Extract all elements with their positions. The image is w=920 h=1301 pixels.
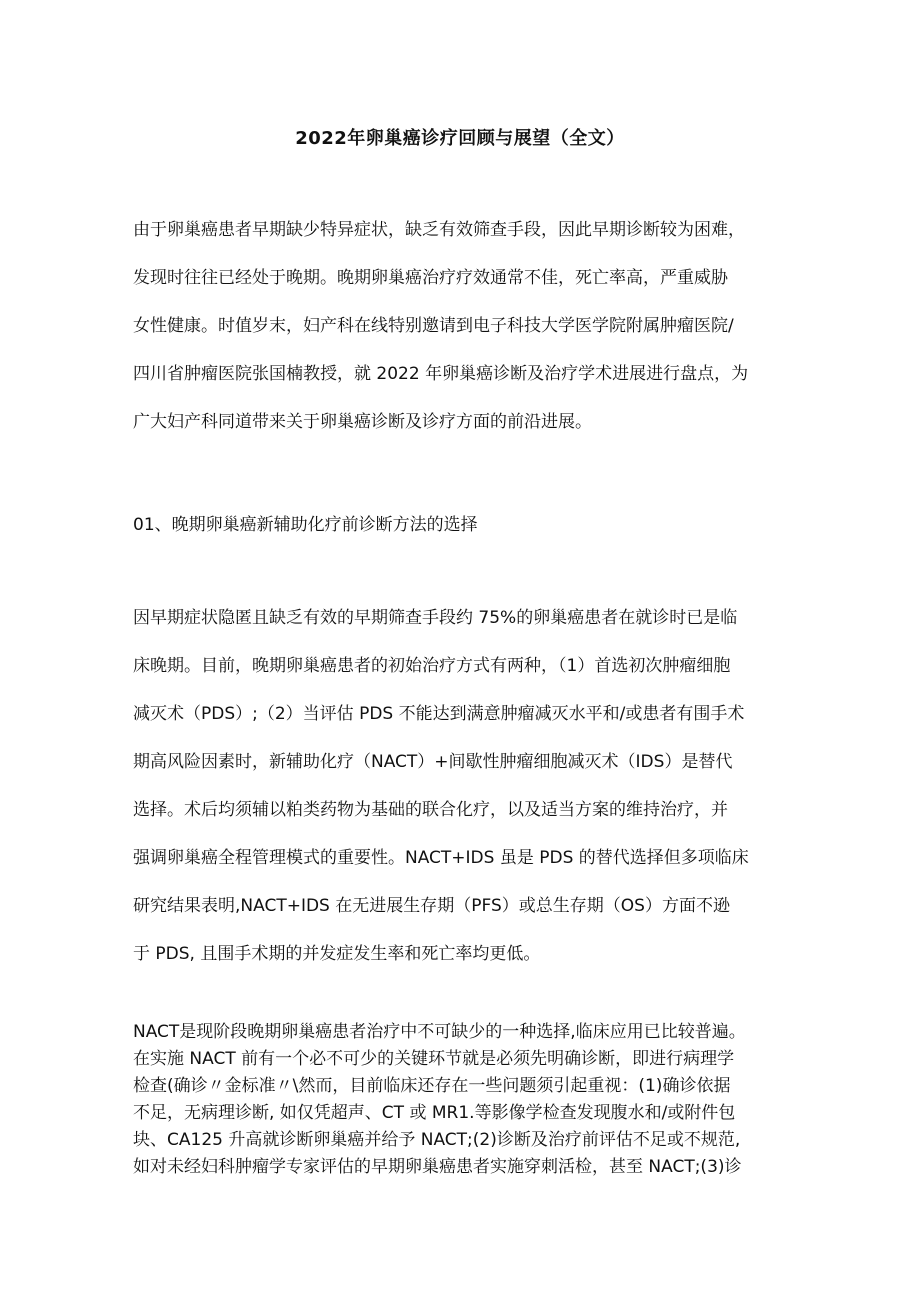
- paragraph-line: 因早期症状隐匿且缺乏有效的早期筛查手段约 75%的卵巢癌患者在就诊时已是临: [133, 608, 738, 628]
- document-title: 2022年卵巢癌诊疗回顾与展望（全文）: [295, 128, 625, 149]
- paragraph-line: 不足，无病理诊断, 如仅凭超声、CT 或 MR1.等影像学检查发现腹水和/或附件包: [133, 1103, 736, 1123]
- intro-paragraph: [133, 206, 803, 446]
- intro-line: 女性健康。时值岁末，妇产科在线特别邀请到电子科技大学医学院附属肿瘤医院/: [133, 316, 734, 336]
- paragraph-line: 块、CA125 升高就诊断卵巢癌并给予 NACT;(2)诊断及治疗前评估不足或不规范,: [133, 1130, 741, 1150]
- paragraph-line: 床晚期。目前，晚期卵巢癌患者的初始治疗方式有两种，（1）首选初次肿瘤细胞: [133, 656, 731, 676]
- paragraph-line: 减灭术（PDS）;（2）当评估 PDS 不能达到满意肿瘤减灭水平和/或患者有围手术: [133, 704, 745, 724]
- paragraph-line: 选择。术后均须辅以粕类药物为基础的联合化疗，以及适当方案的维持治疗，并: [133, 800, 728, 820]
- paragraph-line: 研究结果表明,NACT+IDS 在无进展生存期（PFS）或总生存期（OS）方面不逊: [133, 896, 730, 916]
- intro-line: 发现时往往已经处于晚期。晚期卵巢癌治疗疗效通常不佳，死亡率高，严重威胁: [133, 268, 728, 288]
- paragraph-line: 于 PDS, 且围手术期的并发症发生率和死亡率均更低。: [133, 944, 541, 964]
- intro-line: 广大妇产科同道带来关于卵巢癌诊断及诊疗方面的前沿进展。: [133, 412, 592, 432]
- paragraph-line: 检查(确诊〃金标准〃\然而，目前临床还存在一些问题须引起重视：(1)确诊依据: [133, 1076, 731, 1096]
- body-paragraph: [133, 594, 803, 978]
- paragraph-line: 强调卵巢癌全程管理模式的重要性。NACT+IDS 虽是 PDS 的替代选择但多项临床: [133, 848, 749, 868]
- section-heading: 01、晚期卵巢癌新辅助化疗前诊断方法的选择: [133, 515, 478, 535]
- paragraph-line: 如对未经妇科肿瘤学专家评估的早期卵巢癌患者实施穿刺活检，甚至 NACT;(3)诊: [133, 1157, 742, 1177]
- paragraph-line: 在实施 NACT 前有一个必不可少的关键环节就是必须先明确诊断，即进行病理学: [133, 1049, 735, 1069]
- intro-line: 四川省肿瘤医院张国楠教授，就 2022 年卵巢癌诊断及治疗学术进展进行盘点，为: [133, 364, 749, 384]
- body-paragraph: [133, 1019, 803, 1181]
- paragraph-line: 期高风险因素时，新辅助化疗（NACT）+间歇性肿瘤细胞减灭术（IDS）是替代: [133, 752, 733, 772]
- paragraph-line: NACT是现阶段晚期卵巢癌患者治疗中不可缺少的一种选择,临床应用已比较普遍。: [133, 1022, 746, 1042]
- intro-line: 由于卵巢癌患者早期缺少特异症状，缺乏有效筛查手段，因此早期诊断较为困难，: [133, 220, 745, 240]
